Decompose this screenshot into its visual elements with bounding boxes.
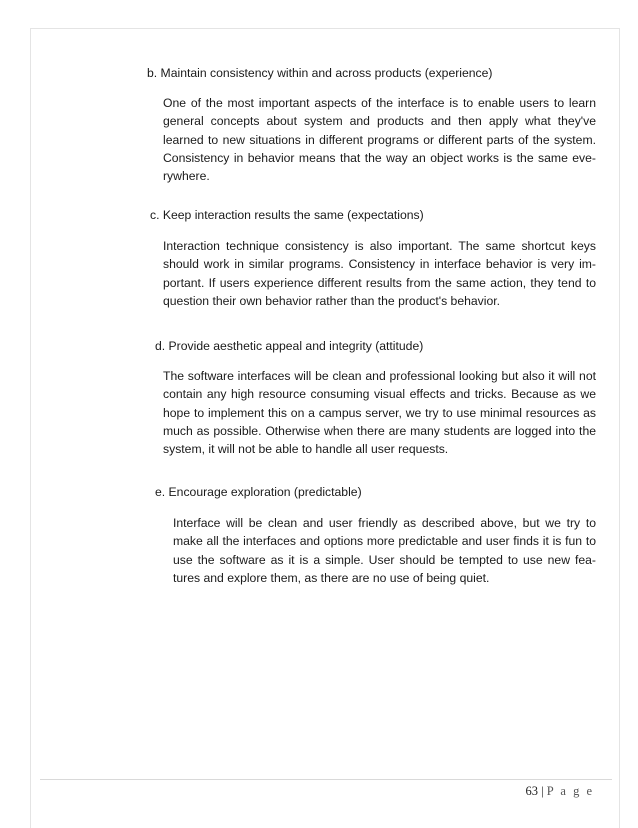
- page-footer: [526, 784, 594, 799]
- footer-separator: |: [541, 784, 544, 798]
- section-heading: e. Encourage exploration (predictable): [155, 485, 362, 499]
- section-paragraph: Interface will be clean and user friendly as described above, but we try to make all the interfaces and options more predictable and user finds it is fun to use the software as it is a simple. User should be tempted to use new fea-tures and explore them, as there are no use of being quiet.: [173, 516, 596, 585]
- page-number: 63: [525, 784, 539, 798]
- section-paragraph: The software interfaces will be clean and professional looking but also it will not contain any high resource consuming visual effects and tricks. Because as we hope to implement this on a campus server, we try to use minimal resources as much as possible. Otherwise when there are many students are logged into the system, it will not be able to handle all user requests.: [163, 369, 596, 457]
- footer-divider: [40, 779, 612, 780]
- section-heading: b. Maintain consistency within and across products (experience): [147, 66, 493, 80]
- section-paragraph: One of the most important aspects of the interface is to enable users to learn general concepts about system and products and then apply what they've learned to new situations in different programs or different parts of the system. Consistency in behavior means that the way an object works is the same eve-rywhere.: [163, 96, 596, 184]
- section-heading: d. Provide aesthetic appeal and integrity (attitude): [155, 339, 424, 353]
- page-label: P a g e: [546, 784, 594, 798]
- section-paragraph: Interaction technique consistency is also important. The same shortcut keys should work in similar programs. Consistency in interface behavior is very im-portant. If users experience different results from the same action, they tend to question their own behavior rather than the product's behavior.: [163, 239, 596, 308]
- section-heading: c. Keep interaction results the same (expectations): [150, 208, 424, 222]
